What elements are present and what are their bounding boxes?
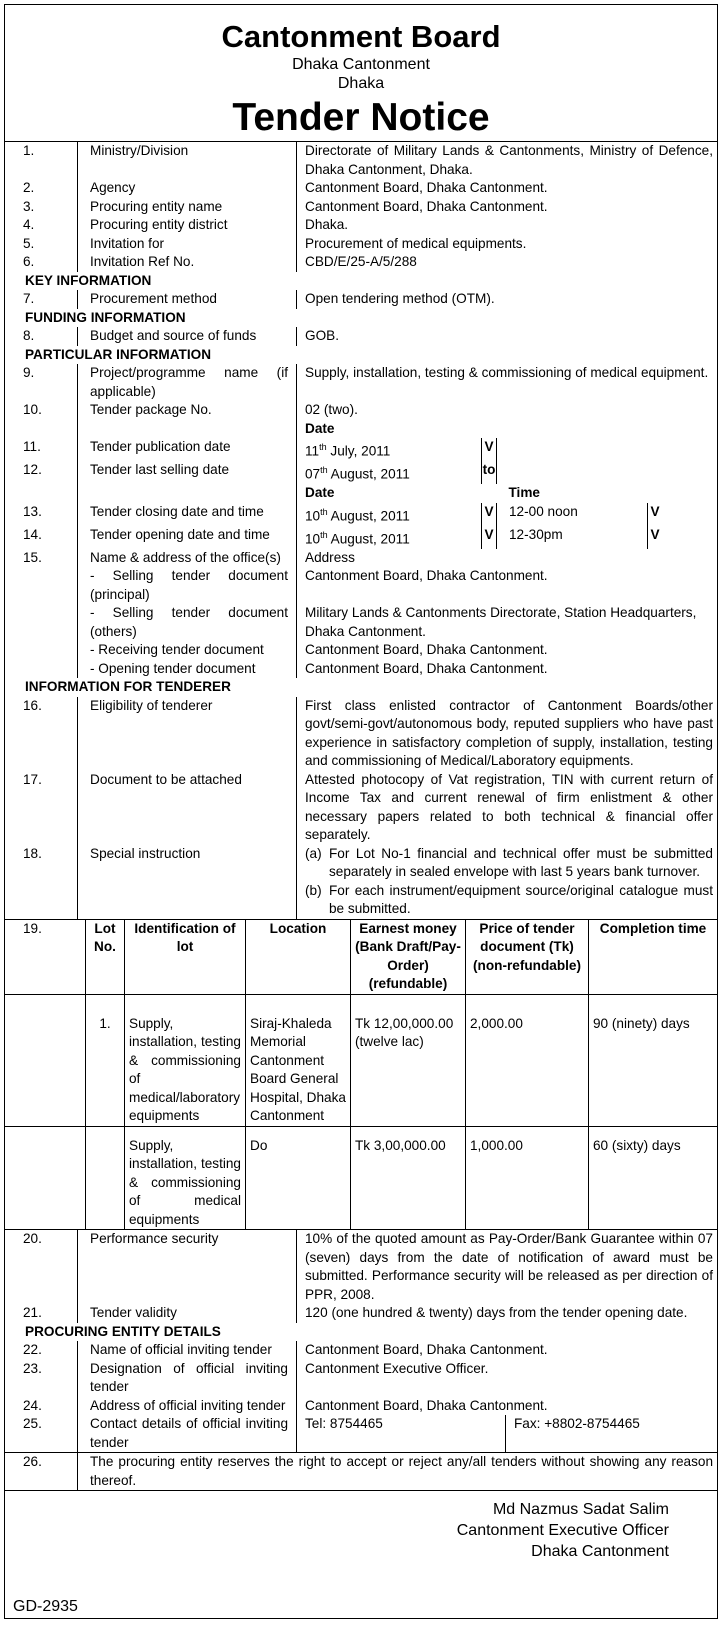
table-row: 17. Document to be attached Attested photocopy of Vat registration, TIN with current return of Income Tax and current renewal of firm enlistment & other necessary papers related to both technical & financial offer separately. (5, 771, 717, 845)
lots-table (5, 919, 717, 1231)
tel-number: Tel: 8754465 (297, 1415, 506, 1452)
section-heading: INFORMATION FOR TENDERER (25, 679, 231, 695)
table-row: 21. Tender validity 120 (one hundred & twenty) days from the tender opening date. (5, 1304, 717, 1323)
table-row: - Opening tender document Cantonment Board, Dhaka Cantonment. (5, 660, 717, 679)
section-heading: FUNDING INFORMATION (25, 309, 186, 325)
lots-header-row: 19. Lot No. Identification of lot Location Earnest money (Bank Draft/Pay-Order) (refundable) Price of tender document (Tk) (non-refundable) Completion time (5, 919, 717, 994)
table-row: 26. The procuring entity reserves the right to accept or reject any/all tenders without showing any reason thereof. (5, 1453, 717, 1491)
lot-row: 1. Supply, installation, testing & commissioning of medical/laboratory equipments Siraj-Khaleda Memorial Cantonment Board General Hospital, Dhaka Cantonment Tk 12,00,000.00 (twelve lac) 2,000.00 90 (ninety) days (5, 994, 717, 1126)
table-row: 10. Tender package No. 02 (two). Date (5, 401, 717, 438)
date-row-14: 14. Tender opening date and time 10th August, 2011 V 12-30pm V (5, 526, 717, 549)
section-heading: PROCURING ENTITY DETAILS (25, 1323, 221, 1339)
table-row: 18. Special instruction (a) For Lot No-1 financial and technical offer must be submitted separately in sealed envelope with last 5 years bank turnover. (b) For each instrument/equipment source/original catalogue must be submitted. (5, 845, 717, 919)
table-row: 16. Eligibility of tenderer First class enlisted contractor of Cantonment Boards/other govt/semi-govt/autonomous body, reputed suppliers who have past experience in satisfactory completion of supply, installation, testing and commissioning of Medical/Laboratory equipments. (5, 697, 717, 771)
table-row: 23. Designation of official inviting tender Cantonment Executive Officer. (5, 1360, 717, 1397)
table-row: 25. Contact details of official inviting tender Tel: 8754465 Fax: +8802-8754465 (5, 1415, 717, 1453)
table-row: 5. Invitation for Procurement of medical equipments. (5, 235, 717, 254)
lot-row: Supply, installation, testing & commissioning of medical equipments Do Tk 3,00,000.00 1,000.00 60 (sixty) days (5, 1126, 717, 1230)
notice-header (5, 19, 717, 141)
info-table-2 (5, 1230, 717, 1490)
table-row: 2. Agency Cantonment Board, Dhaka Cantonment. (5, 179, 717, 198)
table-row: - Selling tender document (others) Military Lands & Cantonments Directorate, Station Headquarters, Dhaka Cantonment. (5, 604, 717, 641)
location-line-2: Dhaka (337, 75, 385, 92)
location-line-1: Dhaka Cantonment (292, 56, 430, 73)
table-row: 7. Procurement method Open tendering method (OTM). (5, 290, 717, 309)
table-row: 3. Procuring entity name Cantonment Board, Dhaka Cantonment. (5, 198, 717, 217)
tender-notice-page (4, 4, 718, 1619)
notice-title: Tender Notice (232, 96, 490, 139)
signature-block (5, 1490, 717, 1562)
table-row: 6. Invitation Ref No. CBD/E/25-A/5/288 (5, 253, 717, 272)
info-table (5, 141, 717, 919)
table-row: 1. Ministry/Division Directorate of Military Lands & Cantonments, Ministry of Defence, Dhaka Cantonment, Dhaka. (5, 142, 717, 180)
date-row-11: 11. Tender publication date 11th July, 2011 V (5, 438, 717, 461)
table-row: 4. Procuring entity district Dhaka. (5, 216, 717, 235)
table-row: 15. Name & address of the office(s) Address (5, 549, 717, 568)
signatory-place: Dhaka Cantonment (531, 1543, 669, 1561)
signatory-designation: Cantonment Executive Officer (456, 1522, 669, 1540)
table-row: 9. Project/programme name (if applicable) Supply, installation, testing & commissioning of medical equipment. (5, 364, 717, 401)
table-row: 22. Name of official inviting tender Cantonment Board, Dhaka Cantonment. (5, 1341, 717, 1360)
section-heading: PARTICULAR INFORMATION (25, 346, 212, 362)
table-row: 8. Budget and source of funds GOB. (5, 327, 717, 346)
date-header: Date (305, 420, 335, 436)
section-heading: KEY INFORMATION (25, 272, 152, 288)
package-value: 02 (two). (305, 402, 358, 417)
table-row: - Selling tender document (principal) Cantonment Board, Dhaka Cantonment. (5, 567, 717, 604)
date-row-12: 12. Tender last selling date 07th August, 2011 to Date Time (5, 461, 717, 503)
table-row: - Receiving tender document Cantonment Board, Dhaka Cantonment. (5, 641, 717, 660)
notice-code: GD-2935 (13, 1598, 78, 1615)
table-row: 24. Address of official inviting tender Cantonment Board, Dhaka Cantonment. (5, 1397, 717, 1416)
signatory-name: Md Nazmus Sadat Salim (492, 1501, 669, 1519)
table-row: 20. Performance security 10% of the quoted amount as Pay-Order/Bank Guarantee within 07 (seven) days from the date of notification of award must be submitted. Performance security will be released as per direction of PPR, 2008. (5, 1230, 717, 1304)
fax-number: Fax: +8802-8754465 (514, 1416, 640, 1432)
date-row-13: 13. Tender closing date and time 10th August, 2011 V 12-00 noon V (5, 503, 717, 526)
org-name: Cantonment Board (221, 19, 501, 54)
